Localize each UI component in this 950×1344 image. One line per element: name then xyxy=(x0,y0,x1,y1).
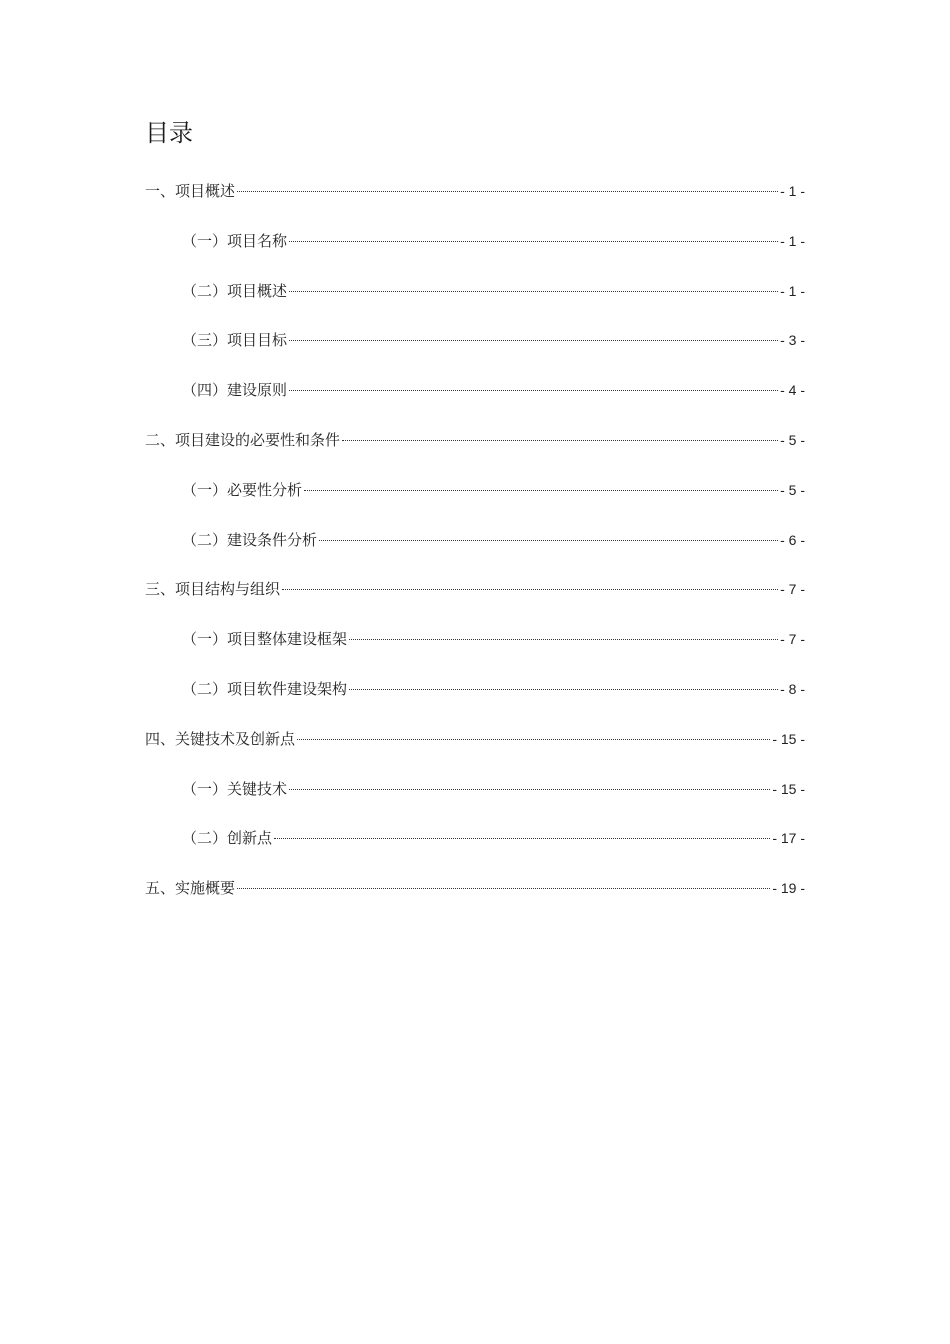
toc-page-number: - 5 - xyxy=(780,431,805,448)
toc-dot-leader xyxy=(289,390,778,391)
toc-dot-leader xyxy=(237,191,778,192)
toc-entry-text: 五、实施概要 xyxy=(145,879,236,898)
toc-list xyxy=(145,176,805,923)
toc-entry[interactable] xyxy=(145,525,805,575)
toc-page-number: - 4 - xyxy=(780,382,805,399)
toc-dot-leader xyxy=(274,838,770,839)
toc-entry-text: （一）关键技术 xyxy=(182,779,288,798)
toc-dot-leader xyxy=(289,340,778,341)
toc-entry-text: （一）项目整体建设框架 xyxy=(182,630,348,649)
toc-dot-leader xyxy=(289,291,778,292)
toc-entry[interactable] xyxy=(145,774,805,824)
toc-dot-leader xyxy=(342,440,778,441)
toc-dot-leader xyxy=(237,888,770,889)
toc-entry-text: （三）项目目标 xyxy=(182,331,288,350)
toc-page-number: - 19 - xyxy=(772,880,805,897)
toc-entry[interactable] xyxy=(145,823,805,873)
toc-entry[interactable] xyxy=(145,276,805,326)
toc-entry[interactable] xyxy=(145,325,805,375)
toc-dot-leader xyxy=(297,739,770,740)
toc-entry-text: （二）项目概述 xyxy=(182,281,288,300)
toc-page-number: - 1 - xyxy=(780,183,805,199)
toc-page-number: - 15 - xyxy=(772,730,805,747)
toc-entry[interactable] xyxy=(145,375,805,425)
toc-entry-text: （四）建设原则 xyxy=(182,381,288,400)
toc-entry-text: （二）建设条件分析 xyxy=(182,530,318,549)
toc-entry-text: （一）项目名称 xyxy=(182,231,288,250)
toc-dot-leader xyxy=(349,639,778,640)
toc-dot-leader xyxy=(304,490,778,491)
toc-dot-leader xyxy=(319,540,778,541)
toc-title: 目录 xyxy=(145,119,193,147)
toc-entry-text: 一、项目概述 xyxy=(145,182,236,200)
toc-dot-leader xyxy=(282,589,778,590)
toc-page-number: - 6 - xyxy=(780,531,805,548)
toc-entry-text: （二）创新点 xyxy=(182,829,273,848)
toc-entry[interactable] xyxy=(145,724,805,774)
toc-page-number: - 8 - xyxy=(780,680,805,697)
toc-page-number: - 7 - xyxy=(780,581,805,598)
toc-entry-text: 三、项目结构与组织 xyxy=(145,580,281,599)
toc-entry[interactable] xyxy=(145,574,805,624)
toc-entry[interactable] xyxy=(145,226,805,276)
toc-page-number: - 7 - xyxy=(780,631,805,648)
toc-entry-text: （一）必要性分析 xyxy=(182,480,303,499)
toc-page-number: - 5 - xyxy=(780,481,805,498)
toc-page-number: - 3 - xyxy=(780,332,805,349)
toc-entry[interactable] xyxy=(145,425,805,475)
toc-dot-leader xyxy=(349,689,778,690)
toc-entry[interactable] xyxy=(145,176,805,226)
toc-page-number: - 17 - xyxy=(772,830,805,847)
toc-page-number: - 15 - xyxy=(772,780,805,797)
toc-entry[interactable] xyxy=(145,674,805,724)
toc-page-number: - 1 - xyxy=(780,232,805,249)
toc-entry-text: 四、关键技术及创新点 xyxy=(145,729,296,748)
toc-page-number: - 1 - xyxy=(780,282,805,299)
toc-entry[interactable] xyxy=(145,475,805,525)
toc-dot-leader xyxy=(289,241,778,242)
toc-entry-text: 二、项目建设的必要性和条件 xyxy=(145,430,341,449)
toc-entry-text: （二）项目软件建设架构 xyxy=(182,679,348,698)
toc-entry[interactable] xyxy=(145,873,805,923)
toc-entry[interactable] xyxy=(145,624,805,674)
toc-dot-leader xyxy=(289,789,770,790)
